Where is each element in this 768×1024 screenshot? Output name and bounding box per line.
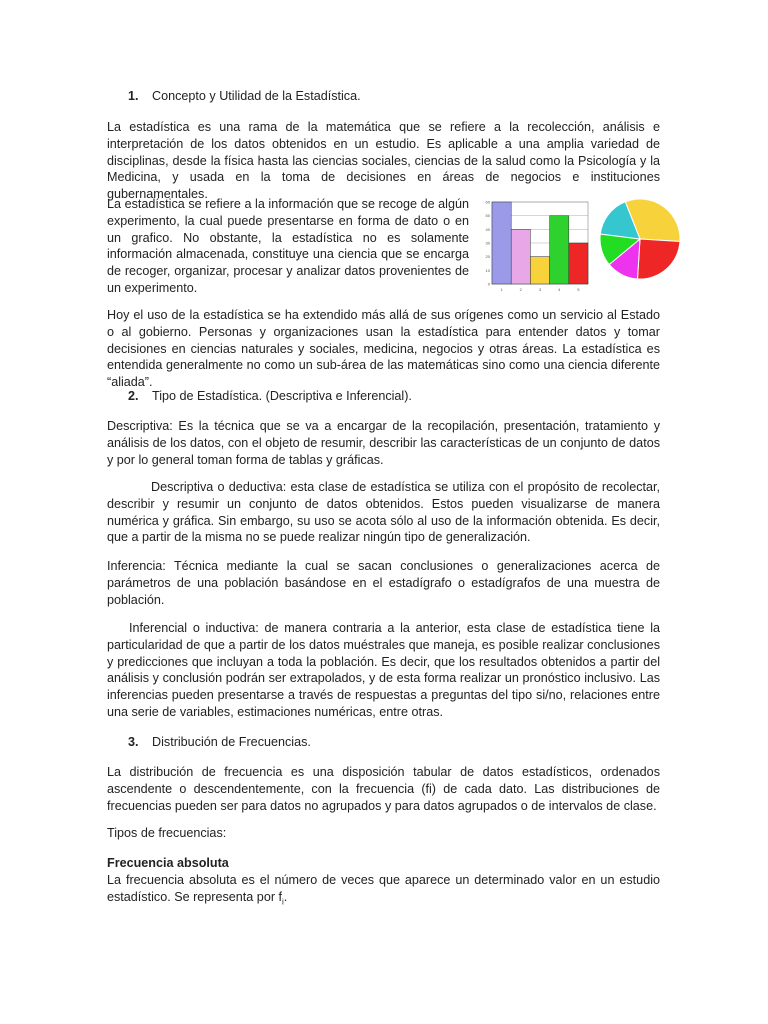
section-1-paragraph-2: La estadística se refiere a la información que se recoge de algún experimento, la cual puede presentarse en forma de dato o en un grafico. No obstante, la estadística no es solamente información almacenada, constituye una ciencia que se encarga de recoger, organizar, procesar y analizar datos provenientes de un experimento.	[107, 197, 469, 295]
section-2-number: 2.	[128, 389, 139, 403]
section-3-title: Distribución de Frecuencias.	[152, 735, 311, 749]
section-1-heading	[128, 88, 361, 105]
frecuencia-end: .	[283, 889, 288, 904]
section-2-paragraph-4: Inferencial o inductiva: de manera contraria a la anterior, esta clase de estadística tiene la particularidad de que a partir de los datos muéstrales que maneja, es posible realizar conclusiones y predicciones que incluyan a toda la población. Es decir, que los resultados obtenidos a partir del análisis y conclusión podrán ser extrapolados, y de esta forma realizar un pronóstico inclusivo. Las inferencias pueden presentarse a través de respuestas a preguntas del tipo si/no, relaciones entre una serie de variables, estimaciones numéricas, entre otras.	[107, 621, 660, 719]
section-1-paragraph-1: La estadística es una rama de la matemática que se refiere a la recolección, análisis e interpretación de los datos obtenidos en un estudio. Es aplicable a una amplia variedad de disciplinas, desde la física hasta las ciencias sociales, ciencias de la salud como la Psicología y la Medicina, y usada en la toma de decisiones en áreas de negocios e instituciones gubernamentales.	[107, 120, 660, 202]
bar-3	[530, 257, 549, 284]
section-1-number: 1.	[128, 89, 139, 103]
bar-y-tick-label: 50	[485, 213, 490, 219]
section-2-paragraph-1: Descriptiva: Es la técnica que se va a encargar de la recopilación, presentación, tratamiento y análisis de los datos, con el objeto de resumir, describir las características de un conjunto de datos y por lo general toman forma de tablas y gráficas.	[107, 419, 660, 467]
section-3-number: 3.	[128, 735, 139, 749]
frecuencia-subscript: i	[282, 897, 284, 907]
section-2-paragraph-2: Descriptiva o deductiva: esta clase de estadística se utiliza con el propósito de recolectar, describir y resumir un conjunto de datos obtenidos. Estos pueden visualizarse de manera numérica y gráfica. Sin embargo, su uso se acota sólo al uso de la información obtenida. Es decir, que a partir de la misma no se puede realizar ningún tipo de generalización.	[107, 480, 660, 545]
bar-1	[492, 202, 511, 284]
bar-x-tick-label: 4	[558, 287, 561, 292]
bar-y-tick-label: 40	[485, 226, 490, 232]
bar-chart	[478, 196, 596, 300]
pie-chart	[596, 198, 684, 280]
bar-y-tick-label: 10	[485, 267, 490, 273]
bar-y-tick-label: 20	[485, 254, 490, 260]
section-3-paragraph-2: Tipos de frecuencias:	[107, 826, 227, 840]
section-3-heading	[128, 734, 311, 751]
bar-y-tick-label: 30	[485, 240, 490, 246]
section-3-paragraph-3	[107, 872, 660, 906]
bar-x-tick-label: 1	[500, 287, 503, 292]
section-2-title: Tipo de Estadística. (Descriptiva e Inferencial).	[152, 389, 412, 403]
section-1-title: Concepto y Utilidad de la Estadística.	[152, 89, 361, 103]
bar-y-tick-label: 60	[485, 199, 490, 205]
section-2-heading	[128, 388, 412, 405]
frecuencia-absoluta-heading: Frecuencia absoluta	[107, 856, 229, 870]
bar-4	[550, 216, 569, 284]
bar-y-tick-label: 0	[487, 281, 490, 287]
bar-2	[511, 229, 530, 284]
section-2-paragraph-3: Inferencia: Técnica mediante la cual se sacan conclusiones o generalizaciones acerca de parámetros de una población basándose en el estadígrafo o estadígrafos de una muestra de población.	[107, 559, 660, 607]
frecuencia-absoluta-text: La frecuencia absoluta es el número de veces que aparece un determinado valor en un estudio estadístico. Se representa por f	[107, 873, 660, 904]
bar-x-tick-label: 2	[519, 287, 522, 292]
bar-x-tick-label: 5	[577, 287, 580, 292]
bar-x-tick-label: 3	[538, 287, 542, 292]
section-3-paragraph-1: La distribución de frecuencia es una disposición tabular de datos estadísticos, ordenados ascendente o descendentemente, con la frecuencia (fi) de cada dato. Las distribuciones de frecuencias pueden ser para datos no agrupados y para datos agrupados o de intervalos de clase.	[107, 765, 660, 813]
bar-5	[569, 243, 588, 284]
section-1-paragraph-3: Hoy el uso de la estadística se ha extendido más allá de sus orígenes como un servicio al Estado o al gobierno. Personas y organizaciones usan la estadística para entender datos y tomar decisiones en ciencias naturales y sociales, medicina, negocios y otras áreas. La estadística es entendida generalmente no como un sub-área de las matemáticas sino como una ciencia diferente “aliada”.	[107, 308, 660, 390]
pie-slice-2	[637, 239, 679, 279]
